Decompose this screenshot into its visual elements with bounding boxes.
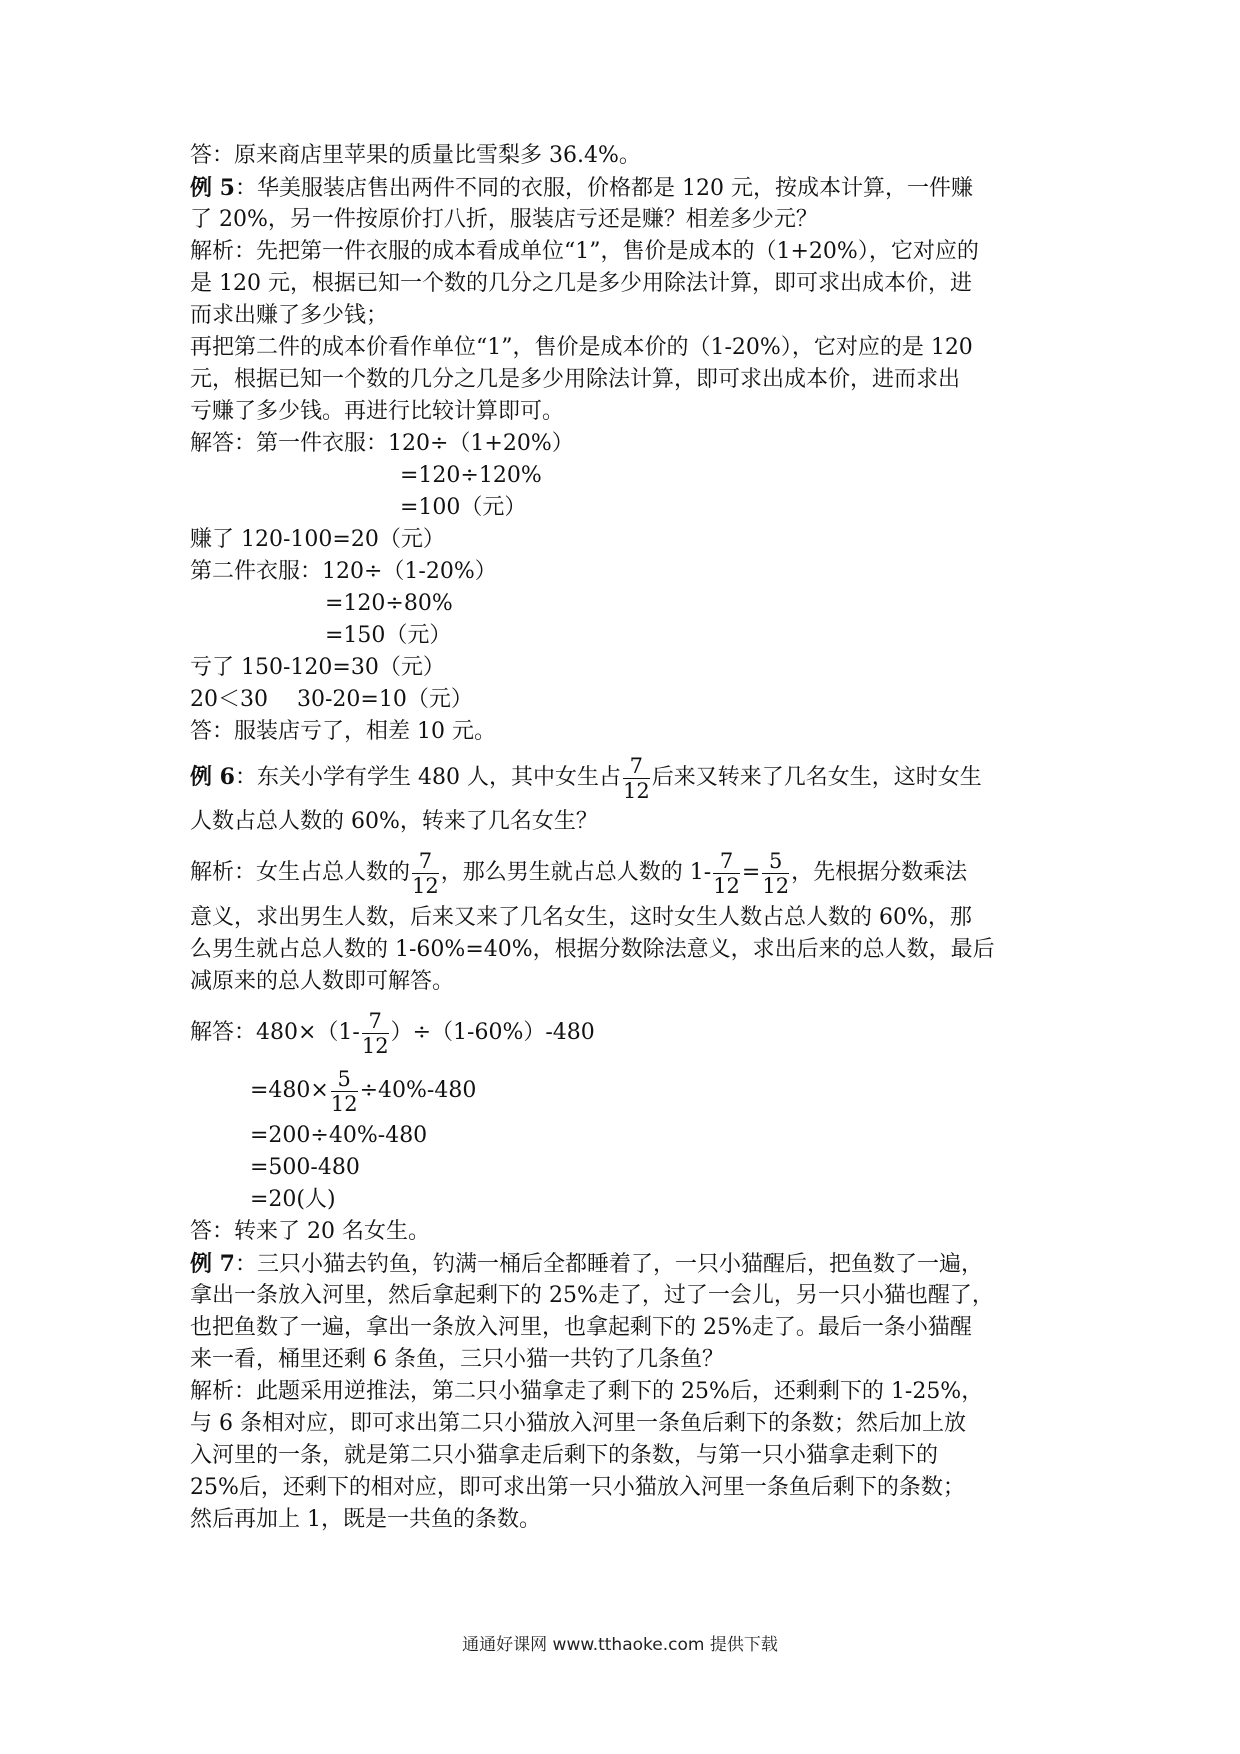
analysis-text: ，那么男生就占总人数的 1- [440, 860, 712, 885]
analysis-line [190, 844, 1070, 902]
solution-text: ÷40%-480 [359, 1078, 477, 1103]
example-6-text: 后来又转来了几名女生，这时女生 [651, 765, 982, 790]
fraction-numerator: 7 [713, 849, 740, 874]
solution-text: ）÷（1-60%）-480 [390, 1020, 595, 1045]
fraction-seven-twelfths [713, 849, 740, 898]
fraction-denominator: 12 [412, 873, 439, 898]
fraction-denominator: 12 [762, 873, 790, 898]
solution-line [190, 1062, 1070, 1120]
answer-line: 答：转来了 20 名女生。 [190, 1219, 430, 1244]
fraction-five-twelfths [762, 849, 789, 898]
analysis-line: 元，根据已知一个数的几分之几是多少用除法计算，即可求出成本价，进而求出 [190, 367, 961, 392]
analysis-line: 解析：此题采用逆推法，第二只小猫拿走了剩下的 25%后，还剩剩下的 1-25%， [190, 1379, 984, 1404]
analysis-line: 减原来的总人数即可解答。 [190, 969, 455, 994]
analysis-line: 再把第二件的成本价看作单位“1”，售价是成本价的（1-20%），它对应的是 120 [190, 335, 973, 360]
analysis-line: 意义，求出男生人数，后来又来了几名女生，这时女生人数占总人数的 60%，那 [190, 905, 972, 930]
example-7-line: 也把鱼数了一遍，拿出一条放入河里，也拿起剩下的 25%走了。最后一条小猫醒 [190, 1315, 972, 1340]
example-6-text: ：东关小学有学生 480 人，其中女生占 [234, 765, 621, 790]
example-5-label: 例 5 [190, 175, 235, 201]
answer-line: 答：原来商店里苹果的质量比雪梨多 36.4%。 [190, 143, 641, 168]
fraction-numerator: 5 [762, 849, 789, 874]
fraction-numerator: 7 [362, 1009, 389, 1034]
fraction-five-twelfths [331, 1067, 358, 1116]
analysis-text: ，先根据分数乘法 [791, 860, 968, 885]
fraction-seven-twelfths [412, 849, 439, 898]
document-body [190, 140, 1070, 1536]
analysis-line: 么男生就占总人数的 1-60%=40%，根据分数除法意义，求出后来的总人数，最后 [190, 937, 995, 962]
solution-line: 第二件衣服：120÷（1-20%） [190, 559, 497, 584]
analysis-text: 解析：女生占总人数的 [190, 860, 411, 885]
solution-line [190, 1004, 1070, 1062]
fraction-seven-twelfths [623, 754, 650, 803]
example-5-line-2: 了 20%，另一件按原价打八折，服装店亏还是赚？相差多少元？ [190, 207, 818, 232]
example-6-line-1 [190, 748, 1070, 806]
example-5-line-1 [190, 172, 1070, 204]
solution-line: 20＜30 30-20=10（元） [190, 687, 473, 712]
analysis-line: 25%后，还剩下的相对应，即可求出第一只小猫放入河里一条鱼后剩下的条数； [190, 1475, 965, 1500]
answer-line: 答：服装店亏了，相差 10 元。 [190, 719, 496, 744]
example-6-label: 例 6 [190, 764, 235, 790]
example-7-line-1 [190, 1248, 1070, 1280]
solution-line: =200÷40%-480 [250, 1123, 428, 1148]
fraction-denominator: 12 [330, 1091, 358, 1116]
fraction-numerator: 7 [412, 849, 439, 874]
example-7-line: 来一看，桶里还剩 6 条鱼，三只小猫一共钓了几条鱼？ [190, 1347, 724, 1372]
analysis-line: 与 6 条相对应，即可求出第二只小猫放入河里一条鱼后剩下的条数；然后加上放 [190, 1411, 966, 1436]
solution-line: =100（元） [400, 495, 527, 520]
fraction-numerator: 7 [623, 754, 650, 779]
solution-line: =500-480 [250, 1155, 360, 1180]
fraction-numerator: 5 [331, 1067, 358, 1092]
fraction-denominator: 12 [713, 873, 740, 898]
fraction-denominator: 12 [622, 778, 650, 803]
solution-line: =120÷80% [325, 591, 453, 616]
solution-line: 赚了 120-100=20（元） [190, 527, 445, 552]
analysis-line: 而求出赚了多少钱； [190, 303, 389, 328]
example-5-text: ：华美服装店售出两件不同的衣服，价格都是 120 元，按成本计算，一件赚 [234, 176, 973, 201]
example-7-text: ：三只小猫去钓鱼，钓满一桶后全都睡着了，一只小猫醒后，把鱼数了一遍， [234, 1252, 983, 1277]
fraction-denominator: 12 [361, 1033, 389, 1058]
example-7-label: 例 7 [190, 1251, 235, 1277]
equals-sign: = [741, 860, 761, 885]
solution-line: 解答：第一件衣服：120÷（1+20%） [190, 431, 574, 456]
solution-line: =150（元） [325, 623, 452, 648]
analysis-line: 入河里的一条，就是第二只小猫拿走后剩下的条数，与第一只小猫拿走剩下的 [190, 1443, 939, 1468]
analysis-line: 是 120 元，根据已知一个数的几分之几是多少用除法计算，即可求出成本价，进 [190, 271, 972, 296]
analysis-line: 然后再加上 1，既是一共鱼的条数。 [190, 1507, 541, 1532]
solution-text: 解答：480×（1- [190, 1020, 360, 1045]
solution-line: =20(人) [250, 1187, 336, 1212]
fraction-seven-twelfths [362, 1009, 389, 1058]
solution-line: =120÷120% [400, 463, 542, 488]
analysis-line: 解析：先把第一件衣服的成本看成单位“1”，售价是成本的（1+20%），它对应的 [190, 239, 979, 264]
solution-line: 亏了 150-120=30（元） [190, 655, 445, 680]
example-6-line-2: 人数占总人数的 60%，转来了几名女生？ [190, 809, 598, 834]
analysis-line: 亏赚了多少钱。再进行比较计算即可。 [190, 399, 565, 424]
page-footer: 通通好课网 www.tthaoke.com 提供下载 [462, 1635, 778, 1655]
example-7-line: 拿出一条放入河里，然后拿起剩下的 25%走了，过了一会儿，另一只小猫也醒了， [190, 1283, 994, 1308]
solution-text: =480× [250, 1078, 329, 1103]
